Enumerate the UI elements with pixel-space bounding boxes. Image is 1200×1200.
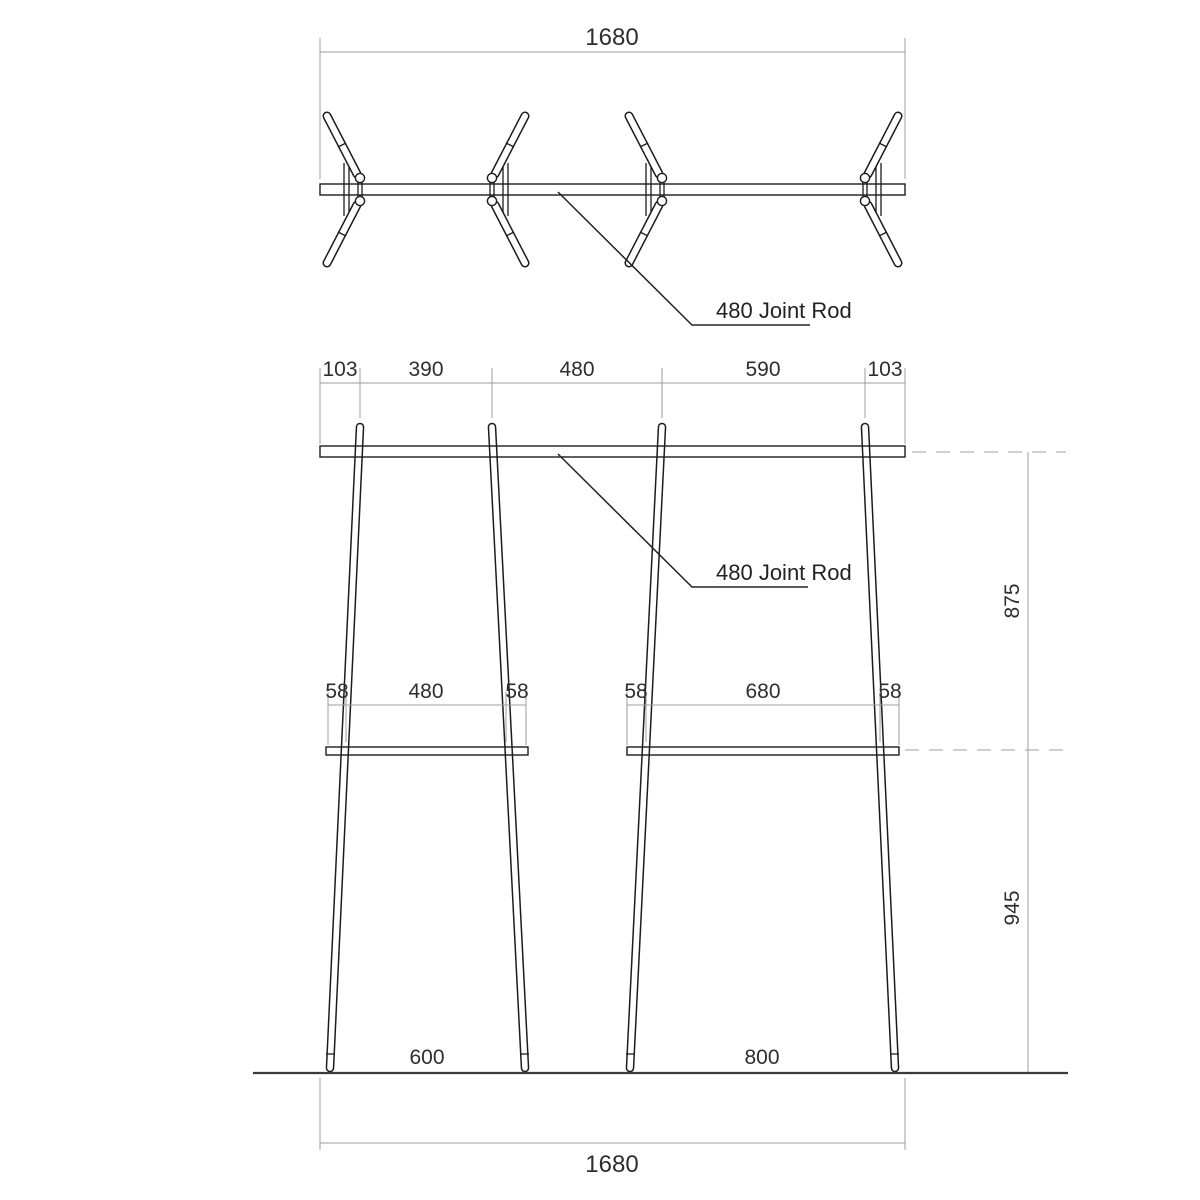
right-footprint-label: 800 bbox=[744, 1046, 780, 1069]
right-shelf-label-0: 58 bbox=[624, 680, 648, 703]
plan-joint-rod bbox=[320, 184, 905, 195]
plan-joints bbox=[355, 173, 869, 205]
plan-leg-assembly-4 bbox=[868, 116, 898, 263]
spacing-label-1: 390 bbox=[408, 358, 444, 381]
bottom-width-dimension bbox=[320, 1078, 905, 1178]
front-view bbox=[253, 358, 1068, 1178]
plan-leg-assembly-1 bbox=[327, 116, 357, 263]
right-shelf-label-2: 58 bbox=[878, 680, 902, 703]
top-view-width-dimension bbox=[320, 24, 905, 179]
spacing-label-2: 480 bbox=[559, 358, 595, 381]
spacing-label-3: 590 bbox=[745, 358, 781, 381]
front-view-callout bbox=[558, 454, 852, 587]
right-shelf-dimensions bbox=[624, 680, 901, 745]
front-top-spacing-dimensions bbox=[320, 358, 905, 444]
height-dimensions bbox=[905, 452, 1066, 1072]
left-footprint-label: 600 bbox=[409, 1046, 445, 1069]
rail-to-shelf-height-label: 875 bbox=[1001, 583, 1024, 619]
left-shelf-bar bbox=[326, 747, 528, 755]
front-joint-rod bbox=[320, 446, 905, 457]
plan-leg-assembly-3 bbox=[629, 116, 659, 263]
spacing-label-0: 103 bbox=[322, 358, 358, 381]
top-view bbox=[320, 24, 905, 325]
top-view-callout-label: 480 Joint Rod bbox=[716, 298, 852, 323]
front-view-callout-label: 480 Joint Rod bbox=[716, 560, 852, 585]
shelf-to-floor-height-label: 945 bbox=[1001, 890, 1024, 926]
top-view-width-label: 1680 bbox=[585, 24, 639, 51]
bottom-width-label: 1680 bbox=[585, 1151, 639, 1178]
right-shelf-bar bbox=[627, 747, 899, 755]
left-shelf-label-1: 480 bbox=[408, 680, 444, 703]
left-shelf-label-0: 58 bbox=[325, 680, 349, 703]
top-view-callout bbox=[558, 192, 852, 325]
spacing-label-4: 103 bbox=[867, 358, 903, 381]
left-shelf-label-2: 58 bbox=[505, 680, 529, 703]
right-shelf-label-1: 680 bbox=[745, 680, 781, 703]
plan-leg-assembly-2 bbox=[495, 116, 525, 263]
left-shelf-dimensions bbox=[325, 680, 528, 745]
